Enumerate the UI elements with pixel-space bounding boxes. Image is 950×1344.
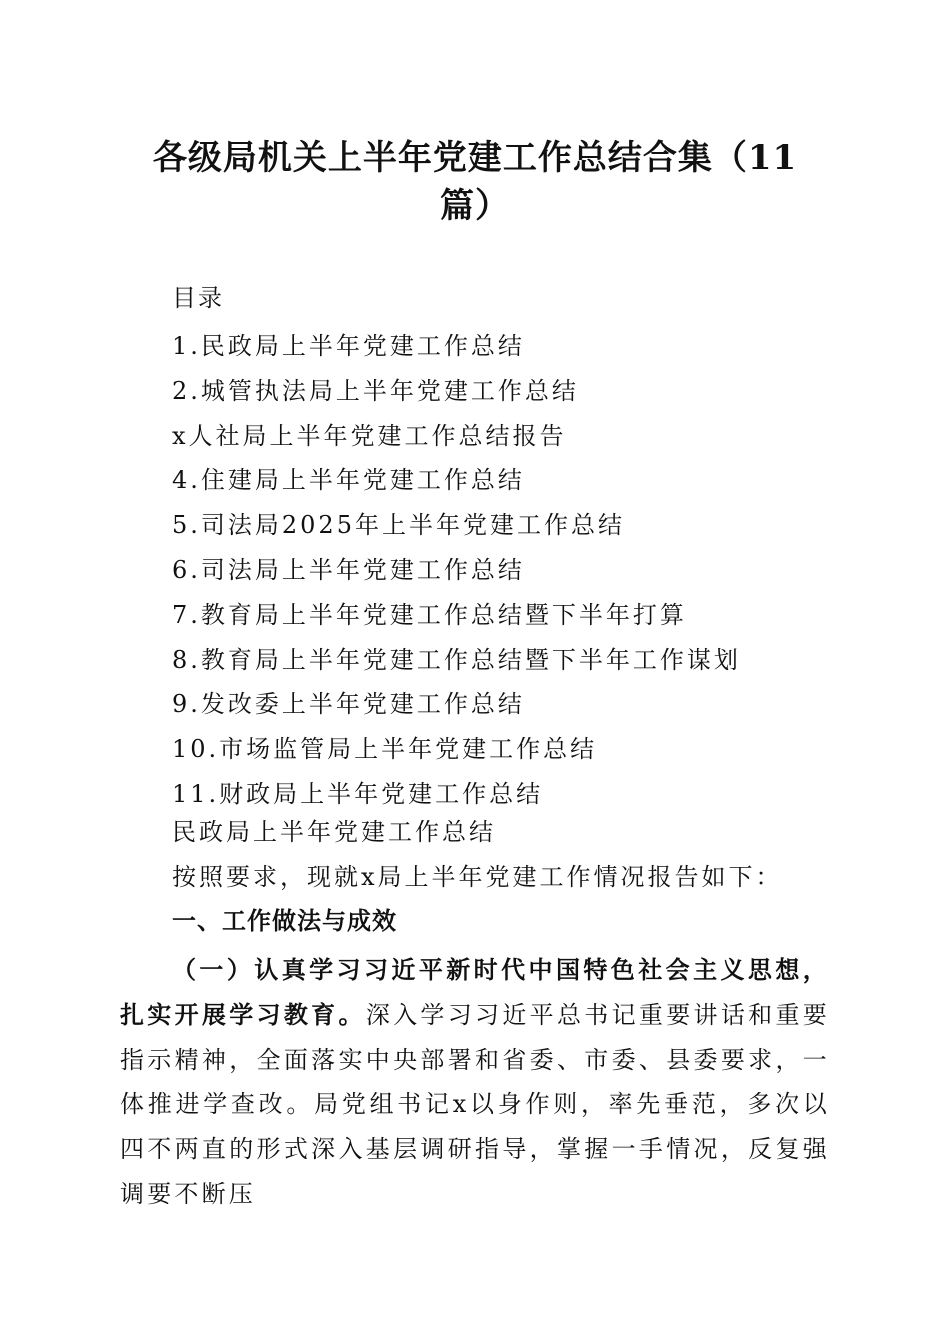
document-title [120,134,830,230]
toc-heading: 目录 [172,284,224,312]
toc-item: 8.教育局上半年党建工作总结暨下半年工作谋划 [172,645,741,674]
toc-item: 4.住建局上半年党建工作总结 [172,466,525,495]
toc-item: 10.市场监管局上半年党建工作总结 [172,735,598,764]
intro-text: 按照要求，现就x局上半年党建工作情况报告如下： [172,863,783,891]
document-title-line-2: 篇） [440,186,510,226]
paragraph-body: 深入学习习近平总书记重要讲话和重要指示精神，全面落实中央部署和省委、市委、县委要求，一体推进学查改。局党组书记x以身作则，率先垂范，多次以四不两直的形式深入基层调研指导，掌握一手情况，反复强调要不断压 [120,1000,830,1208]
toc-item: 1.民政局上半年党建工作总结 [172,332,525,360]
toc-item: 7.教育局上半年党建工作总结暨下半年打算 [172,600,687,629]
toc-item: 6.司法局上半年党建工作总结 [172,555,525,584]
section-heading: 一、工作做法与成效 [172,907,397,935]
article-title: 民政局上半年党建工作总结 [172,818,496,846]
toc-item: 2.城管执法局上半年党建工作总结 [172,376,579,405]
toc-item: x人社局上半年党建工作总结报告 [172,421,567,450]
paragraph-lead: （一）认真学习习近平新时代中国特色社会主义思想，扎实开展学习教育。 [120,955,830,1029]
toc-item: 9.发改委上半年党建工作总结 [172,690,525,719]
document-title-line-1: 各级局机关上半年党建工作总结合集（11 [152,138,798,178]
table-of-contents [172,324,741,817]
toc-item: 5.司法局2025年上半年党建工作总结 [172,511,625,540]
toc-item: 11.财政局上半年党建工作总结 [172,779,544,808]
body-paragraph [120,948,830,1217]
